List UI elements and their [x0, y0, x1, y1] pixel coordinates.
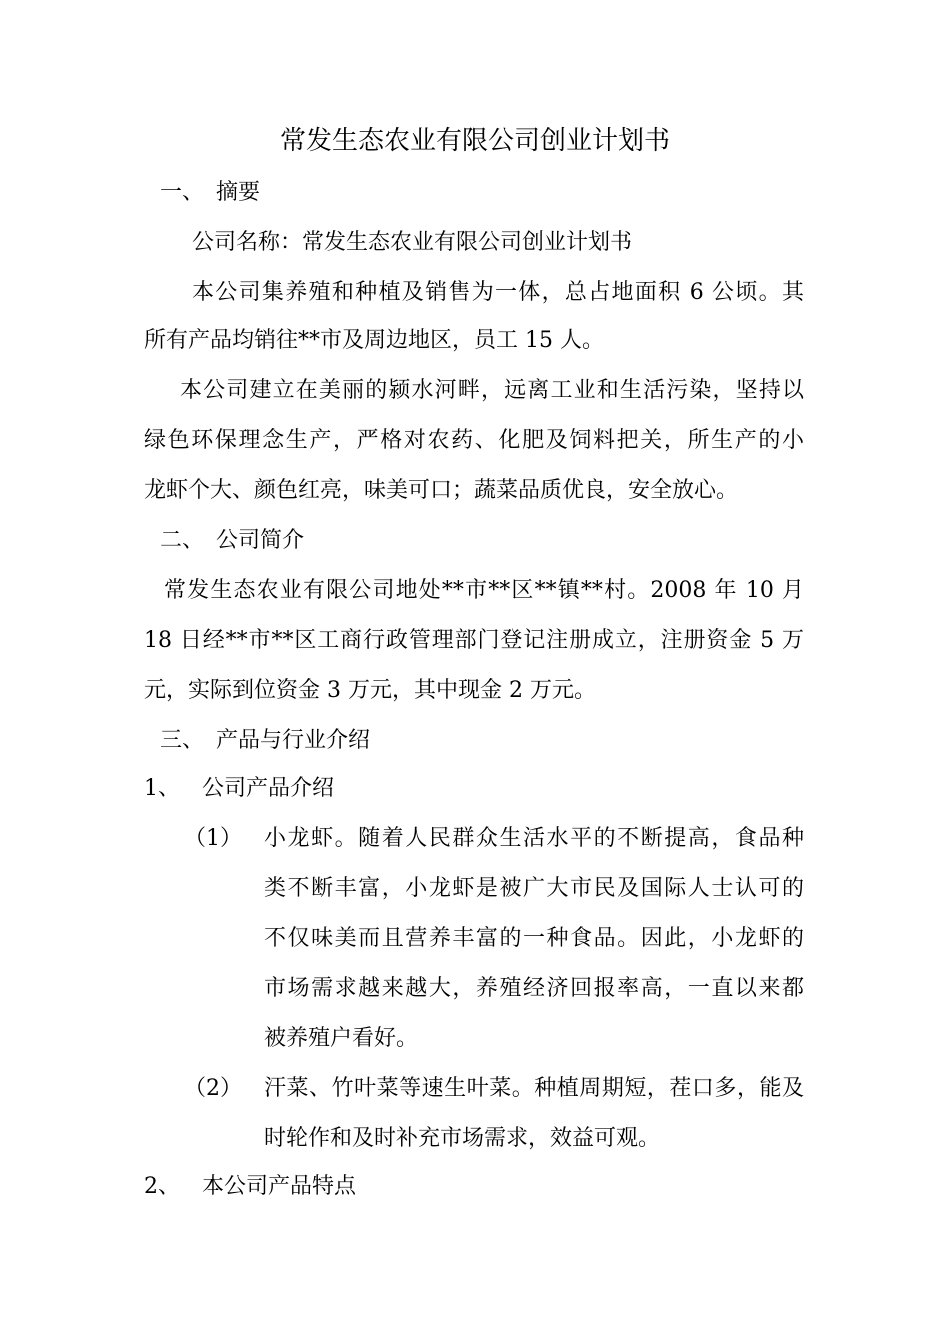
company-name-line: 公司名称：常发生态农业有限公司创业计划书: [192, 230, 633, 255]
item-1-line5: 被养殖户看好。: [264, 1026, 419, 1051]
summary-para2-line1: 本公司建立在美丽的颍水河畔，远离工业和生活污染，坚持以: [180, 378, 804, 403]
item-2-line2: 时轮作和及时补充市场需求，效益可观。: [264, 1126, 661, 1151]
intro-para-line2: 18 日经**市**区工商行政管理部门登记注册成立，注册资金 5 万: [144, 628, 804, 653]
summary-para1-line2: 所有产品均销往**市及周边地区，员工 15 人。: [144, 328, 604, 353]
section-2-number: 二、: [160, 528, 205, 553]
intro-para-line3: 元，实际到位资金 3 万元，其中现金 2 万元。: [144, 678, 596, 703]
section-3-heading: 产品与行业介绍: [216, 728, 371, 753]
item-1-line3: 不仅味美而且营养丰富的一种食品。因此，小龙虾的: [264, 926, 804, 951]
item-2-line1: 汗菜、竹叶菜等速生叶菜。种植周期短，茬口多，能及: [264, 1076, 804, 1101]
section-1-heading: 摘要: [216, 180, 261, 205]
item-1-line4: 市场需求越来越大，养殖经济回报率高，一直以来都: [264, 976, 804, 1001]
summary-para1-line1: 本公司集养殖和种植及销售为一体，总占地面积 6 公顷。其: [192, 280, 804, 305]
item-1-line2: 类不断丰富，小龙虾是被广大市民及国际人士认可的: [264, 876, 804, 901]
item-1-marker: （1）: [184, 826, 242, 851]
summary-para2-line3: 龙虾个大、颜色红亮，味美可口；蔬菜品质优良，安全放心。: [144, 478, 739, 503]
subsection-2-number: 2、: [144, 1174, 180, 1199]
section-3-number: 三、: [160, 728, 205, 753]
subsection-2-heading: 本公司产品特点: [202, 1174, 357, 1199]
summary-para2-line2: 绿色环保理念生产，严格对农药、化肥及饲料把关，所生产的小: [144, 428, 804, 453]
section-1-number: 一、: [160, 180, 205, 205]
document-title: 常发生态农业有限公司创业计划书: [279, 126, 670, 156]
item-2-marker: （2）: [184, 1076, 242, 1101]
subsection-1-heading: 公司产品介绍: [202, 776, 335, 801]
intro-para-line1: 常发生态农业有限公司地处**市**区**镇**村。2008 年 10 月: [164, 578, 804, 603]
section-2-heading: 公司简介: [216, 528, 305, 553]
item-1-line1: 小龙虾。随着人民群众生活水平的不断提高，食品种: [264, 826, 804, 851]
subsection-1-number: 1、: [144, 776, 180, 801]
